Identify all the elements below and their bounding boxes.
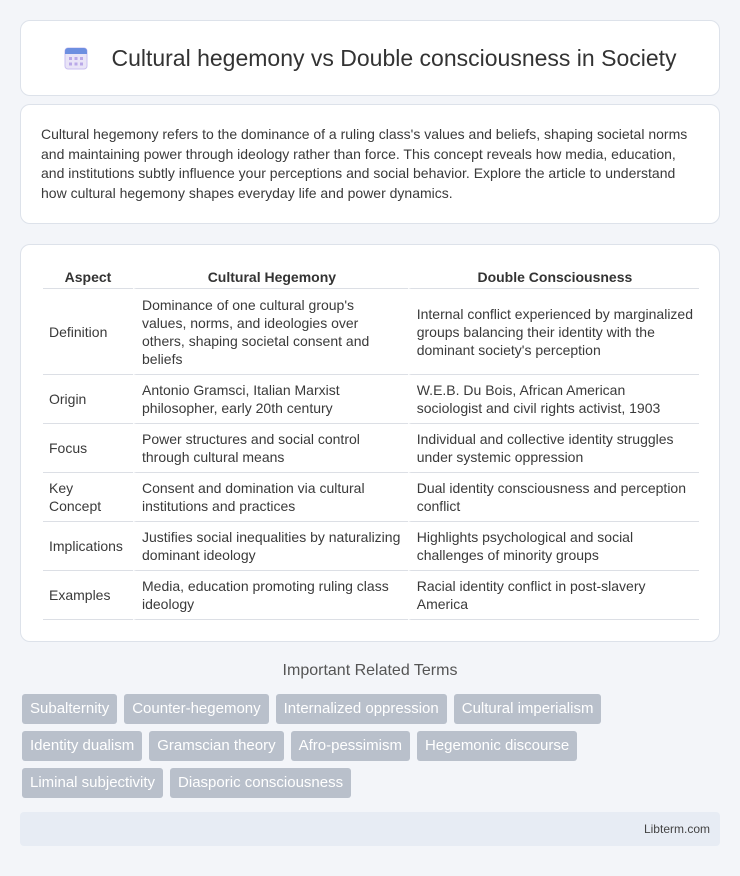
header-double-consciousness: Double Consciousness [408,265,699,289]
row-aspect: Focus [43,424,133,473]
comparison-table [43,265,699,620]
related-term-tag[interactable]: Counter-hegemony [124,694,268,724]
table-row [43,375,699,424]
page-title: Cultural hegemony vs Double consciousness in Society [111,44,677,71]
table-row [43,473,699,522]
row-double-consciousness: Dual identity consciousness and perception conflict [408,473,699,522]
calendar-icon [63,45,89,71]
table-row [43,571,699,620]
row-cultural-hegemony: Antonio Gramsci, Italian Marxist philosopher, early 20th century [133,375,408,424]
related-term-tag[interactable]: Cultural imperialism [454,694,602,724]
related-term-tag[interactable]: Hegemonic discourse [417,731,577,761]
table-header-row [43,265,699,289]
footer [20,812,720,846]
row-cultural-hegemony: Consent and domination via cultural institutions and practices [133,473,408,522]
row-cultural-hegemony: Media, education promoting ruling class ideology [133,571,408,620]
comparison-card [20,244,720,642]
related-terms-title: Important Related Terms [282,662,458,679]
header-aspect: Aspect [43,265,133,289]
row-cultural-hegemony: Dominance of one cultural group's values, norms, and ideologies over others, shaping societal consent and beliefs [133,289,408,375]
intro-card [20,104,720,224]
row-double-consciousness: Highlights psychological and social challenges of minority groups [408,522,699,571]
row-aspect: Key Concept [43,473,133,522]
related-term-tag[interactable]: Internalized oppression [276,694,447,724]
header-cultural-hegemony: Cultural Hegemony [133,265,408,289]
row-aspect: Implications [43,522,133,571]
row-aspect: Examples [43,571,133,620]
row-double-consciousness: W.E.B. Du Bois, African American sociologist and civil rights activist, 1903 [408,375,699,424]
related-term-tag[interactable]: Subalternity [22,694,117,724]
table-row [43,289,699,375]
row-double-consciousness: Internal conflict experienced by marginalized groups balancing their identity with the dominant society's perception [408,289,699,375]
related-term-tag[interactable]: Gramscian theory [149,731,283,761]
row-aspect: Definition [43,289,133,375]
related-term-tag[interactable]: Liminal subjectivity [22,768,163,798]
row-aspect: Origin [43,375,133,424]
related-terms-list [22,694,722,798]
row-cultural-hegemony: Justifies social inequalities by naturalizing dominant ideology [133,522,408,571]
row-double-consciousness: Individual and collective identity struggles under systemic oppression [408,424,699,473]
intro-text: Cultural hegemony refers to the dominance of a ruling class's values and beliefs, shaping societal norms and maintaining power through ideology rather than force. This concept reveals how media, education, and institutions subtly influence your perceptions and social behavior. Explore the article to understand how cultural hegemony shapes everyday life and power dynamics. [41,126,688,201]
header-card [20,20,720,96]
row-double-consciousness: Racial identity conflict in post-slavery America [408,571,699,620]
table-row [43,424,699,473]
table-row [43,522,699,571]
related-term-tag[interactable]: Identity dualism [22,731,142,761]
related-term-tag[interactable]: Diasporic consciousness [170,768,351,798]
related-term-tag[interactable]: Afro-pessimism [291,731,410,761]
footer-site-link[interactable]: Libterm.com [643,822,710,836]
row-cultural-hegemony: Power structures and social control through cultural means [133,424,408,473]
